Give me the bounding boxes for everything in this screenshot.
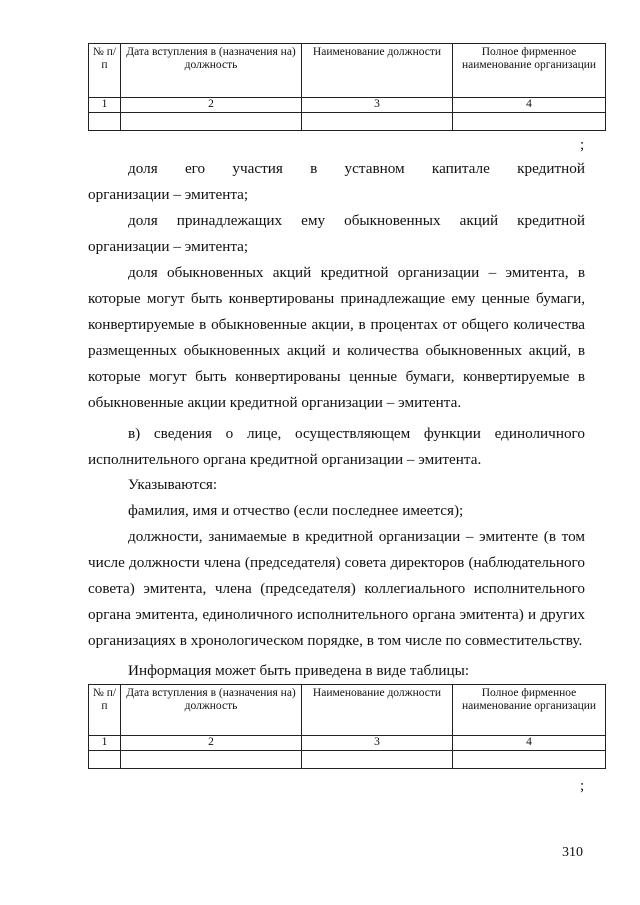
paragraph-line: организации – эмитента; <box>88 186 249 203</box>
column-number-cell: 2 <box>121 736 302 751</box>
empty-cell <box>121 113 302 131</box>
column-number-cell: 2 <box>121 98 302 113</box>
column-number-cell: 4 <box>453 98 606 113</box>
paragraph-table-intro: Информация может быть приведена в виде таблицы: <box>128 662 470 679</box>
header-position: Наименование должности <box>302 685 453 736</box>
header-start-date: Дата вступления в (назначения на) должность <box>121 685 302 736</box>
paragraph-executive-info: в) сведения о лице, осуществляющем функции единоличного исполнительного органа кредитной организации – эмитента. <box>88 425 585 468</box>
header-start-date: Дата вступления в (назначения на) должность <box>121 44 302 98</box>
paragraph-specified: Указываются: <box>128 476 218 493</box>
positions-table-bottom <box>88 684 606 769</box>
column-number-cell: 1 <box>89 736 121 751</box>
empty-cell <box>453 751 606 769</box>
paragraph-convertible-shares: доля обыкновенных акций кредитной организации – эмитента, в которые могут быть конвертированы принадлежащие ему ценные бумаги, конвертируемые в обыкновенные акции, в процентах от общего количества размещенных обыкновенных акций и количества обыкновенных акций, в которые могут быть конвертированы ценные бумаги, конвертируемые в обыкновенные акции кредитной организации – эмитента. <box>88 264 585 411</box>
table-row <box>89 736 606 751</box>
table-row <box>89 113 606 131</box>
header-number: № п/п <box>89 44 121 98</box>
paragraph-share-capital <box>88 156 585 208</box>
page-number: 310 <box>562 845 583 860</box>
table-row <box>89 751 606 769</box>
table-row <box>89 98 606 113</box>
empty-cell <box>89 113 121 131</box>
header-organization: Полное фирменное наименование организации <box>453 44 606 98</box>
header-position: Наименование должности <box>302 44 453 98</box>
paragraph-line: организации – эмитента; <box>88 238 249 255</box>
paragraph-positions: должности, занимаемые в кредитной организации – эмитенте (в том числе должности члена (председателя) совета директоров (наблюдательного совета) эмитента, члена (председателя) коллегиального исполнительного органа эмитента, единоличного исполнительного органа эмитента) и других организациях в хронологическом порядке, в том числе по совместительству. <box>88 528 585 649</box>
paragraph-line: доля принадлежащих ему обыкновенных акций кредитной <box>128 212 585 229</box>
empty-cell <box>302 113 453 131</box>
column-number-cell: 1 <box>89 98 121 113</box>
column-number-cell: 4 <box>453 736 606 751</box>
table-semicolon: ; <box>580 778 585 794</box>
paragraph-line: доля его участия в уставном капитале кредитной <box>128 160 585 177</box>
empty-cell <box>121 751 302 769</box>
table-header-row <box>89 44 606 98</box>
table-header-row <box>89 685 606 736</box>
positions-table-top <box>88 43 606 131</box>
table-semicolon: ; <box>580 137 585 153</box>
empty-cell <box>453 113 606 131</box>
paragraph-full-name: фамилия, имя и отчество (если последнее имеется); <box>128 502 464 519</box>
paragraph-ordinary-shares <box>88 208 585 260</box>
empty-cell <box>302 751 453 769</box>
header-organization: Полное фирменное наименование организации <box>453 685 606 736</box>
header-number: № п/п <box>89 685 121 736</box>
empty-cell <box>89 751 121 769</box>
column-number-cell: 3 <box>302 736 453 751</box>
column-number-cell: 3 <box>302 98 453 113</box>
